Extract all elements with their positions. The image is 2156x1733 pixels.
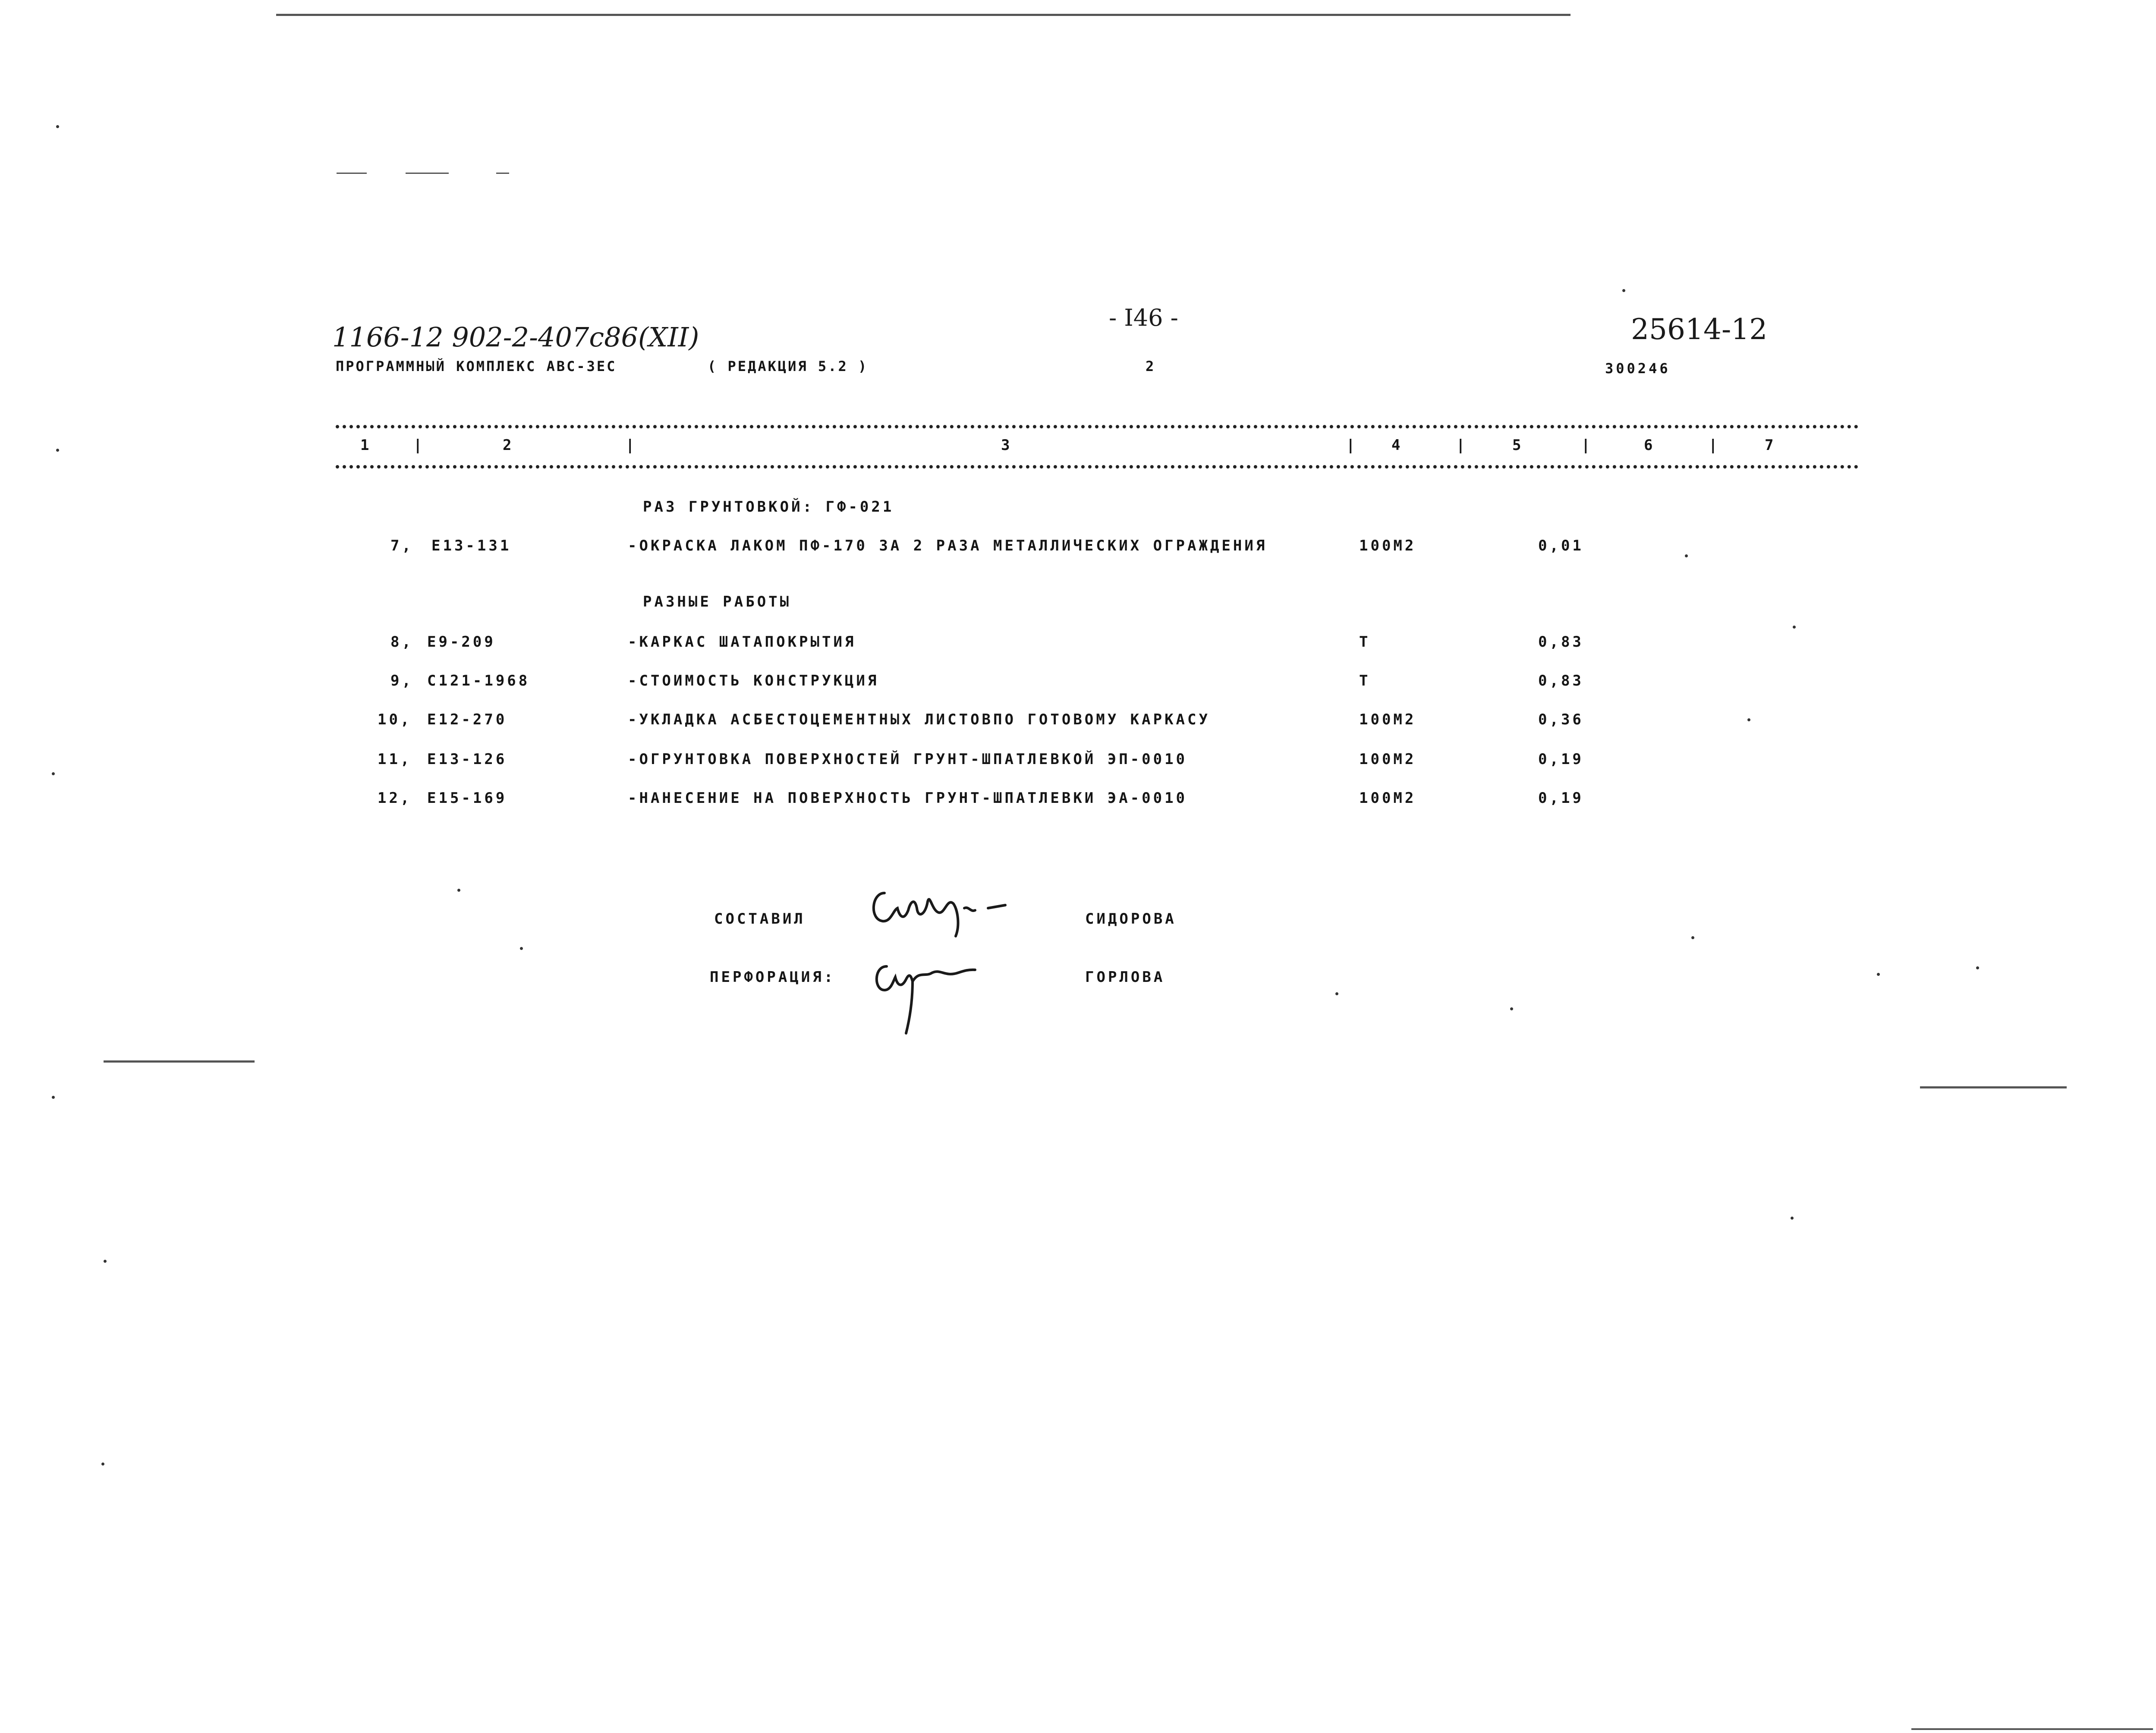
column-separators: | [413, 437, 425, 454]
handwritten-document-id: 25614-12 [1631, 313, 1768, 346]
column-header-2: 2 [503, 437, 514, 454]
row-name: -УКЛАДКА АСБЕСТОЦЕМЕНТНЫХ ЛИСТОВПО ГОТОВОМУ КАРКАСУ [628, 711, 1210, 728]
section-heading: РАЗ ГРУНТОВКОЙ: ГФ-021 [643, 498, 894, 516]
scan-speck [1510, 1007, 1513, 1010]
row-code: Е12-270 [427, 711, 507, 728]
column-header-3: 3 [1001, 437, 1013, 454]
row-unit: 100М2 [1359, 751, 1416, 768]
perforation-signature [872, 956, 984, 1042]
scan-speck [56, 449, 59, 452]
scan-speck [101, 1463, 104, 1466]
row-quantity: 0,19 [1538, 789, 1584, 807]
row-number: 7, [390, 537, 413, 554]
column-header-7: 7 [1765, 437, 1776, 454]
page-number: - I46 - [1109, 304, 1178, 331]
document-code: 300246 [1605, 360, 1671, 377]
column-separator: | [1346, 437, 1358, 454]
page-code: 2 [1146, 358, 1157, 374]
row-name: -ОГРУНТОВКА ПОВЕРХНОСТЕЙ ГРУНТ-ШПАТЛЕВКОЙ ЭП-0010 [628, 751, 1188, 768]
row-code: Е13-126 [427, 751, 507, 768]
row-name: -СТОИМОСТЬ КОНСТРУКЦИЯ [628, 672, 879, 689]
composed-signature [867, 884, 1010, 940]
row-number: 10, [378, 711, 412, 728]
scan-speck [1691, 936, 1694, 939]
scan-speck [1976, 966, 1979, 969]
short-dash-2 [406, 173, 449, 174]
row-quantity: 0,83 [1538, 672, 1584, 689]
row-name: -КАРКАС ШАТАПОКРЫТИЯ [628, 633, 856, 651]
column-header-1: 1 [360, 437, 372, 454]
scan-speck [1791, 1217, 1794, 1220]
row-number: 12, [378, 789, 412, 807]
short-dash-1 [337, 173, 367, 174]
perforation-label: ПЕРФОРАЦИЯ: [710, 969, 836, 986]
row-name: -ОКРАСКА ЛАКОМ ПФ-170 ЗА 2 РАЗА МЕТАЛЛИЧЕСКИХ ОГРАЖДЕНИЯ [628, 537, 1268, 554]
scan-speck [1685, 554, 1688, 557]
composed-label: СОСТАВИЛ [714, 910, 806, 928]
column-separator: | [1456, 437, 1468, 454]
row-unit: 100М2 [1359, 537, 1416, 554]
row-number: 8, [390, 633, 413, 651]
scan-speck [1622, 289, 1625, 292]
row-unit: 100М2 [1359, 711, 1416, 728]
table-header-border [336, 465, 1859, 469]
row-quantity: 0,83 [1538, 633, 1584, 651]
row-quantity: 0,36 [1538, 711, 1584, 728]
row-unit: Т [1359, 633, 1371, 651]
right-margin-rule [1920, 1086, 2067, 1088]
row-number: 9, [390, 672, 413, 689]
scan-speck [1793, 626, 1796, 629]
handwritten-reference: 1166-12 902-2-407c86(XII) [332, 321, 699, 353]
row-quantity: 0,01 [1538, 537, 1584, 554]
column-header-5: 5 [1512, 437, 1524, 454]
scan-speck [56, 125, 59, 128]
short-dash-3 [496, 173, 509, 174]
column-header-6: 6 [1644, 437, 1656, 454]
row-unit: 100М2 [1359, 789, 1416, 807]
scan-speck [104, 1260, 107, 1263]
scan-speck [1747, 718, 1750, 721]
scan-speck [1877, 973, 1880, 976]
row-code: Е15-169 [427, 789, 507, 807]
table-top-border [336, 425, 1859, 428]
scan-speck [52, 772, 55, 775]
top-rule [276, 14, 1571, 16]
row-number: 11, [378, 751, 412, 768]
scan-speck [520, 947, 523, 950]
row-unit: Т [1359, 672, 1371, 689]
column-separator: | [626, 437, 637, 454]
composed-name: СИДОРОВА [1085, 910, 1177, 928]
column-separator: | [1709, 437, 1720, 454]
scan-speck [457, 889, 460, 892]
perforation-name: ГОРЛОВА [1085, 969, 1165, 986]
row-code: Е13-131 [431, 537, 512, 554]
program-title: ПРОГРАММНЫЙ КОМПЛЕКС АВС-ЗЕС [336, 358, 617, 374]
bottom-right-rule [1911, 1728, 2153, 1730]
column-separator: | [1581, 437, 1593, 454]
row-code: С121-1968 [427, 672, 530, 689]
row-code: Е9-209 [427, 633, 496, 651]
row-quantity: 0,19 [1538, 751, 1584, 768]
left-margin-rule [104, 1060, 255, 1063]
section-heading: РАЗНЫЕ РАБОТЫ [643, 593, 792, 610]
scan-speck [52, 1096, 55, 1099]
column-header-4: 4 [1391, 437, 1403, 454]
edition-label: ( РЕДАКЦИЯ 5.2 ) [708, 358, 869, 374]
row-name: -НАНЕСЕНИЕ НА ПОВЕРХНОСТЬ ГРУНТ-ШПАТЛЕВКИ ЭА-0010 [628, 789, 1188, 807]
scan-speck [1335, 992, 1338, 995]
